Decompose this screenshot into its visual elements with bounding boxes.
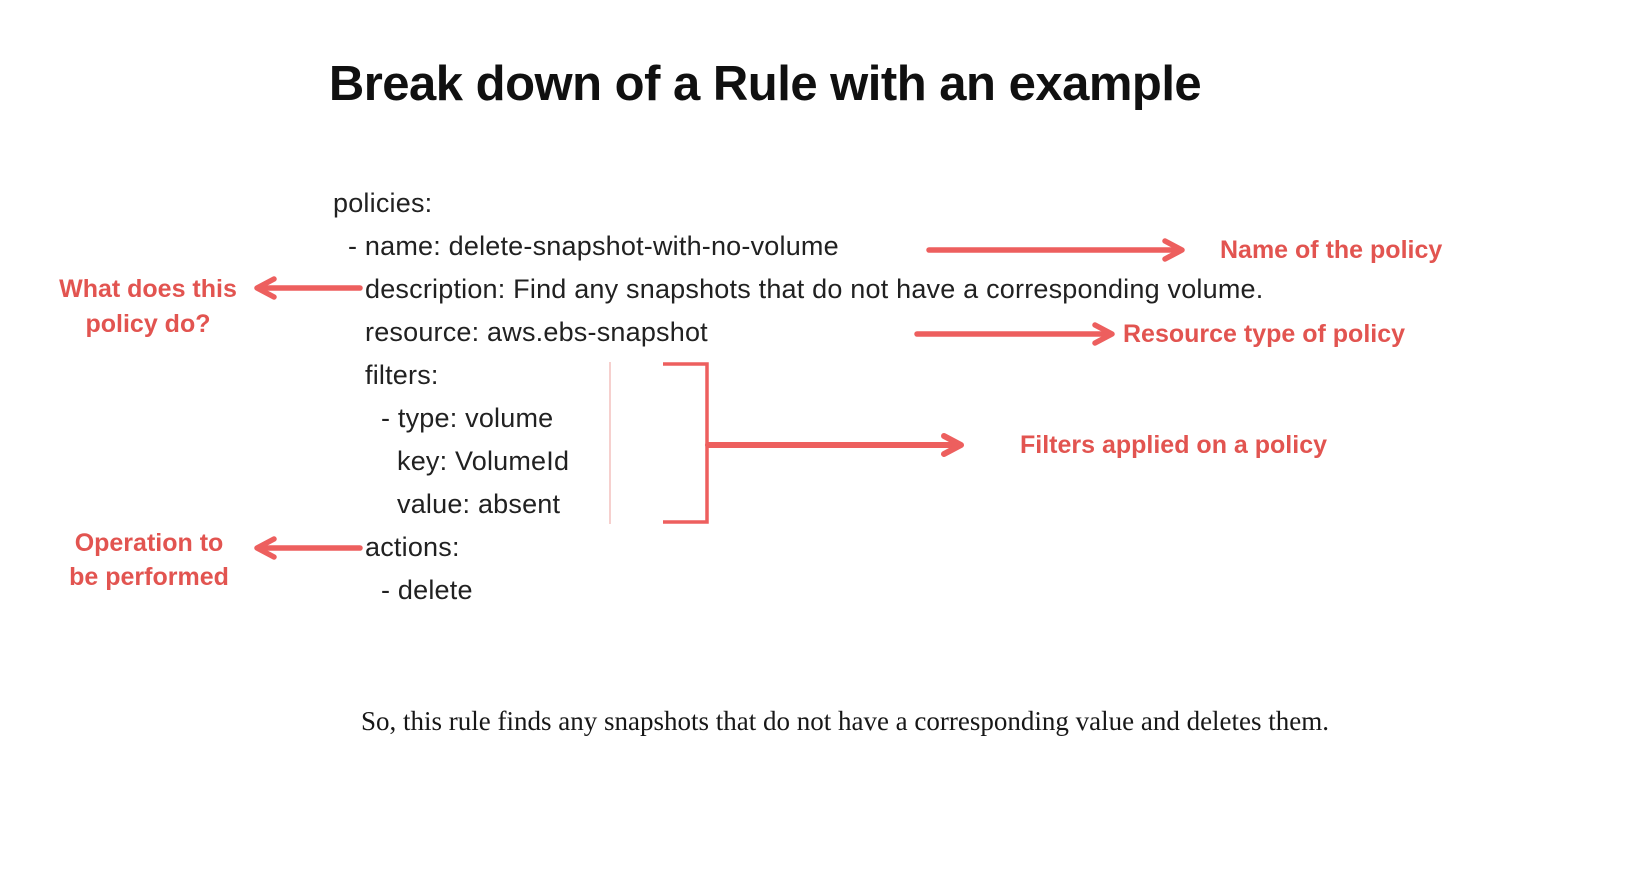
- filters-guide-line: [609, 362, 611, 524]
- code-line-description: description: Find any snapshots that do not have a corresponding volume.: [365, 274, 1264, 304]
- description-annotation-line1: What does this: [59, 275, 237, 303]
- actions-annotation-line2: be performed: [69, 563, 229, 591]
- filters-annotation: Filters applied on a policy: [1020, 431, 1328, 459]
- code-line-filters: filters:: [365, 360, 439, 390]
- code-line-actions: actions:: [365, 532, 460, 562]
- code-line-value: value: absent: [397, 489, 561, 519]
- resource-arrow-icon: [913, 320, 1119, 348]
- summary-sentence: So, this rule finds any snapshots that do not have a corresponding value and deletes them.: [360, 706, 1330, 736]
- filters-arrow-icon: [706, 431, 968, 459]
- description-annotation: [38, 272, 258, 342]
- name-arrow-icon: [925, 236, 1189, 264]
- description-annotation-line2: policy do?: [85, 310, 211, 338]
- code-line-key: key: VolumeId: [397, 446, 570, 476]
- filters-bracket-path: [663, 364, 707, 522]
- code-line-type: - type: volume: [381, 403, 554, 433]
- code-line-name: - name: delete-snapshot-with-no-volume: [348, 231, 839, 261]
- code-line-delete: - delete: [381, 575, 473, 605]
- resource-annotation: Resource type of policy: [1123, 320, 1406, 348]
- code-line-policies: policies:: [333, 188, 433, 218]
- actions-annotation-line1: Operation to: [74, 529, 224, 557]
- page-title: Break down of a Rule with an example: [328, 57, 1202, 111]
- description-arrow-icon: [248, 274, 364, 302]
- actions-annotation: [38, 526, 260, 594]
- actions-arrow-icon: [248, 534, 364, 562]
- name-annotation: Name of the policy: [1220, 236, 1443, 264]
- code-line-resource: resource: aws.ebs-snapshot: [365, 317, 708, 347]
